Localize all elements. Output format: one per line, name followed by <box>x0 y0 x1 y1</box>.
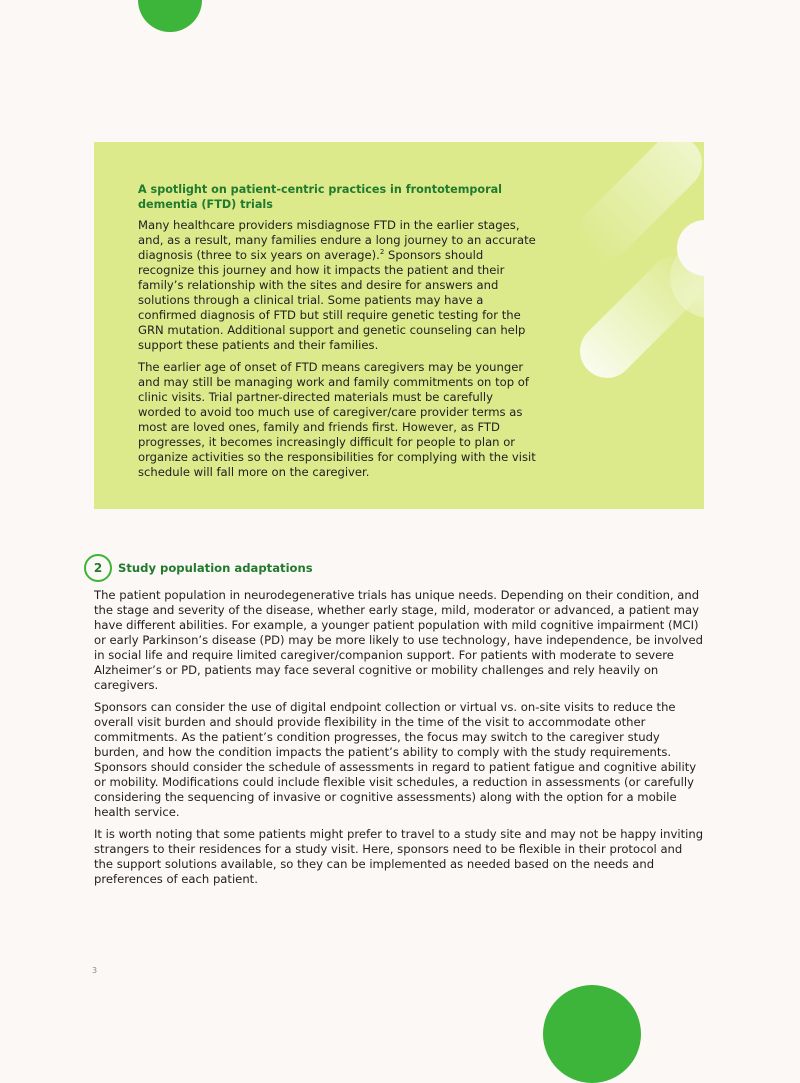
section-number-badge: 2 <box>84 554 112 582</box>
section-paragraph-1: The patient population in neurodegenerative trials has unique needs. Depending on their condition, and the stage and severity of the disease, whether early stage, mild, moderator or advanced, a patient may have different abilities. For example, a younger patient population with mild cognitive impairment (MCI) or early Parkinson’s disease (PD) may be more likely to use technology, have independence, be involved in social life and require limited caregiver/companion support. For patients with moderate to severe Alzheimer’s or PD, patients may face several cognitive or mobility challenges and rely heavily on caregivers. <box>94 588 703 692</box>
callout-paragraph-1 <box>138 218 538 353</box>
spotlight-callout <box>94 142 704 509</box>
section-title: Study population adaptations <box>118 561 313 575</box>
callout-paragraph-1-text-a: Many healthcare providers misdiagnose FTD in the earlier stages, and, as a result, many families endure a long journey to an accurate diagnosis (three to six years on average). <box>138 218 536 262</box>
page-number: 3 <box>92 966 98 975</box>
section-heading <box>84 554 704 582</box>
study-population-section <box>94 554 704 894</box>
decorative-circle-top <box>138 0 202 32</box>
section-paragraph-2: Sponsors can consider the use of digital endpoint collection or virtual vs. on-site visits to reduce the overall visit burden and should provide flexibility in the time of the visit to accommodate other commitments. As the patient’s condition progresses, the focus may switch to the caregiver study burden, and how the condition impacts the patient’s ability to comply with the study requirements. Sponsors should consider the schedule of assessments in regard to patient fatigue and cognitive ability or mobility. Modifications could include flexible visit schedules, a reduction in assessments (or carefully considering the sequencing of invasive or cognitive assessments) along with the option for a mobile health service. <box>94 700 697 819</box>
section-paragraph-3: It is worth noting that some patients might prefer to travel to a study site and may not be happy inviting strangers to their residences for a study visit. Here, sponsors need to be flexible in their protocol and the support solutions available, so they can be implemented as needed based on the needs and preferences of each patient. <box>94 827 704 886</box>
callout-title: A spotlight on patient-centric practices in frontotemporal dementia (FTD) trials <box>138 183 502 211</box>
callout-paragraph-1-text-b: Sponsors should recognize this journey and how it impacts the patient and their family’s relationship with the sites and desire for answers and solutions through a clinical trial. Some patients may have a confirmed diagnosis of FTD but still require genetic testing for the GRN mutation. Additional support and genetic counseling can help support these patients and their families. <box>138 248 526 352</box>
callout-paragraph-2: The earlier age of onset of FTD means caregivers may be younger and may still be managing work and family commitments on top of clinic visits. Trial partner-directed materials must be carefully worded to avoid too much use of caregiver/care provider terms as most are loved ones, family and friends first. However, as FTD progresses, it becomes increasingly difficult for people to plan or organize activities so the responsibilities for complying with the visit schedule will fall more on the caregiver. <box>138 360 536 479</box>
decorative-circle-bottom <box>543 985 641 1083</box>
footnote-reference: 2 <box>379 248 385 257</box>
